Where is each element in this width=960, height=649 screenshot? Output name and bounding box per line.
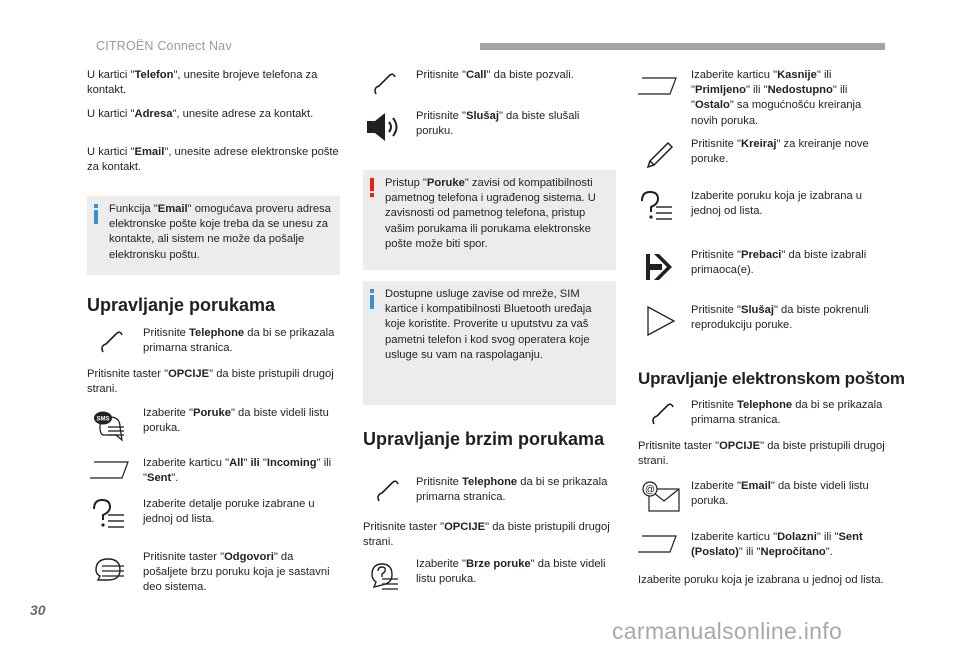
header-bar [480,43,885,50]
row-quick-messages: Izaberite "Brze poruke" da biste videli listu poruka. [366,557,616,597]
col3-p1: Pritisnite taster "OPCIJE" da biste pristupili drugoj strani. [638,440,885,468]
info-note-services: Dostupne usluge zavise od mreže, SIM kartice i kompatibilnosti Bluetooth uređaja koje koristite. Proverite u uputstvu za vaš pametni telefon i kod svog operatera koje usluge su vam na raspolaganju. [363,281,616,405]
email-envelope-icon [641,479,685,515]
warning-note-messages: Pristup "Poruke" zavisi od kompatibilnosti pametnog telefona i ugrađenog sistema. U zavisnosti od pametnog telefona, pristup vašim porukama ili porukama elektronske pošte može biti spor. [363,170,616,270]
detail-list-icon [638,189,682,225]
heading-quick-messages: Upravljanje brzim porukama [363,429,605,449]
col2-p1: Pritisnite taster "OPCIJE" da biste pristupili drugoj strani. [363,521,610,549]
col1-p2: U kartici "Adresa", unesite adrese za kontakt. [87,108,314,120]
row-telephone: Pritisnite Telephone da bi se prikazala primarna stranica. [90,326,340,360]
svg-text:@: @ [644,484,656,496]
row-create: Pritisnite "Kreiraj" za kreiranje nove poruke. [638,137,886,177]
reply-bubble-icon [90,550,134,586]
tab-icon [638,530,682,566]
col1-p3: U kartici "Email", unesite adrese elektronske pošte za kontakt. [87,146,339,174]
row-tab-later-received: Izaberite karticu "Kasnije" ili "Primljeno" ili "Nedostupno" ili "Ostalo" sa mogućnošću kreiranja novih poruka. [638,68,886,134]
phone-handset-icon [641,398,685,434]
row-tab-all-incoming-sent: Izaberite karticu "All" ili "Incoming" ili "Sent". [90,456,340,492]
row-reply: Pritisnite taster "Odgovori" da pošaljete brzu poruku koja je sastavni deo sistema. [90,550,340,598]
row-listen: Pritisnite "Slušaj" da biste slušali poruku. [363,109,615,145]
info-note-email: Funkcija "Email" omogućava proveru adresa elektronske pošte koje treba da se unesu za kontakte, ali sistem ne može da pošalje elektronsku poštu. [87,196,340,275]
row-telephone-3: Pritisnite Telephone da bi se prikazala primarna stranica. [641,398,886,432]
phone-handset-icon [366,475,410,511]
forward-arrow-icon [638,248,682,284]
speaker-icon [363,109,407,145]
col3-p2: Izaberite poruku koja je izabrana u jednoj od lista. [638,574,884,586]
play-icon [638,303,682,339]
tab-icon [90,456,134,492]
pencil-icon [638,137,682,173]
heading-message-management: Upravljanje porukama [87,295,276,315]
heading-email-management: Upravljanje elektronskom poštom [638,369,905,388]
phone-handset-icon [90,326,134,362]
quick-message-icon [366,557,410,593]
row-select-message: Izaberite poruku koja je izabrana u jednoj od lista. [638,189,886,229]
row-play: Pritisnite "Slušaj" da biste pokrenuli reprodukciju poruke. [638,303,886,343]
row-call: Pritisnite "Call" da biste pozvali. [363,68,615,102]
watermark: carmanualsonline.info [612,618,843,644]
warning-icon [369,178,374,198]
row-messages: SMS Izaberite "Poruke" da biste videli listu poruka. [90,406,340,442]
document-header-title: CITROËN Connect Nav [96,39,232,53]
page-number: 30 [30,602,46,618]
info-icon [93,204,98,224]
col1-p4: Pritisnite taster "OPCIJE" da biste pristupili drugoj strani. [87,368,334,396]
phone-handset-icon [363,68,407,104]
svg-text:SMS: SMS [96,416,110,423]
info-icon [369,289,374,309]
row-forward: Pritisnite "Prebaci" da biste izabrali primaoca(e). [638,248,886,288]
row-message-details: Izaberite detalje poruke izabrane u jednoj od lista. [90,497,340,537]
row-tab-inbox-sent: Izaberite karticu "Dolazni" ili "Sent (Poslato)" ili "Nepročitano". [638,530,886,570]
col1-p1: U kartici "Telefon", unesite brojeve telefona za kontakt. [87,69,318,97]
row-email: @ Izaberite "Email" da biste videli listu poruka. [641,479,886,519]
detail-list-icon [90,497,134,533]
sms-icon [90,406,134,442]
row-telephone-2: Pritisnite Telephone da bi se prikazala primarna stranica. [366,475,616,511]
tab-icon [638,72,682,108]
